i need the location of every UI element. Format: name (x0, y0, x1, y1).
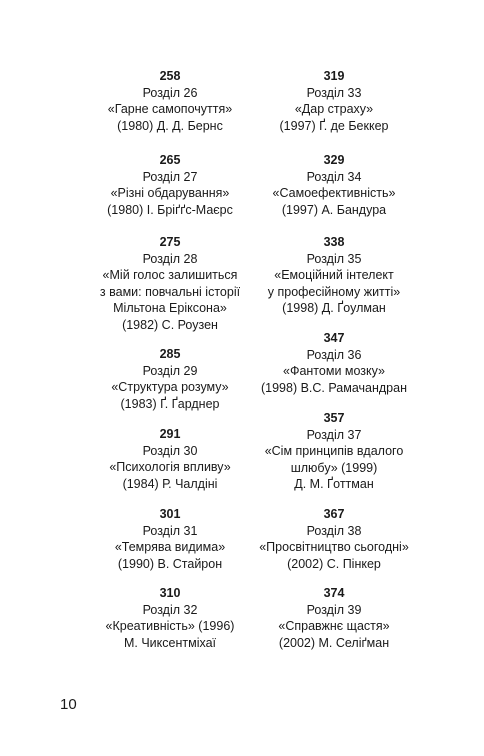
entry-chapter: Розділ 29 (142, 363, 198, 378)
entry-author: (2002) М. Селіґман (278, 635, 390, 650)
page-number: 10 (60, 696, 77, 713)
entry-page-number: 357 (323, 411, 345, 425)
entry-title: «Справжнє щастя» (278, 619, 390, 633)
entry-page-number: 310 (159, 586, 181, 600)
entry-page-number: 275 (159, 235, 181, 249)
entry-title: «Структура розуму» (111, 380, 229, 394)
entry-title: «Креативність» (1996) (105, 619, 235, 633)
entry-title: «Сім принципів вдалого (264, 444, 404, 458)
toc-entry (224, 506, 444, 572)
entry-author: (1982) С. Роузен (122, 317, 218, 332)
entry-author: (1983) Ґ. Ґарднер (120, 396, 220, 411)
entry-chapter: Розділ 27 (142, 169, 198, 184)
entry-chapter: Розділ 33 (306, 85, 362, 100)
entry-page-number: 258 (159, 69, 181, 83)
entry-title: «Емоційний інтелект (274, 268, 394, 282)
entry-author: (1998) В.С. Рамачандран (260, 380, 407, 395)
entry-title: у професійному житті» (267, 284, 401, 299)
entry-chapter: Розділ 34 (306, 169, 362, 184)
toc-entry (224, 68, 444, 134)
entry-chapter: Розділ 38 (306, 523, 362, 538)
entry-author: (1980) Д. Д. Бернс (117, 118, 223, 133)
entry-chapter: Розділ 35 (306, 251, 362, 266)
entry-title: «Фантоми мозку» (283, 364, 385, 378)
entry-title: «Дар страху» (294, 102, 374, 116)
entry-page-number: 301 (159, 507, 181, 521)
entry-title: «Психологія впливу» (109, 460, 231, 474)
entry-title: «Просвітництво сьогодні» (259, 540, 409, 554)
entry-author: (1990) В. Стайрон (117, 556, 223, 571)
toc-entry (224, 152, 444, 218)
entry-title: «Різні обдарування» (110, 186, 230, 200)
entry-chapter: Розділ 30 (142, 443, 198, 458)
toc-entry (224, 234, 444, 317)
entry-chapter: Розділ 32 (142, 602, 198, 617)
entry-chapter: Розділ 28 (142, 251, 198, 266)
entry-author: (2002) С. Пінкер (287, 556, 381, 571)
entry-page-number: 319 (323, 69, 345, 83)
entry-title: «Темрява видима» (114, 540, 226, 554)
entry-chapter: Розділ 31 (142, 523, 198, 538)
entry-author: (1984) Р. Чалдіні (122, 476, 218, 491)
toc-entry (224, 585, 444, 651)
entry-title: «Гарне самопочуття» (107, 102, 233, 116)
entry-page-number: 338 (323, 235, 345, 249)
entry-author: (1997) Ґ. де Беккер (279, 118, 389, 133)
entry-author: (1997) А. Бандура (281, 202, 387, 217)
entry-page-number: 329 (323, 153, 345, 167)
entry-author: М. Чиксентміхаї (123, 635, 217, 650)
entry-chapter: Розділ 36 (306, 347, 362, 362)
entry-title: «Мій голос залишиться (102, 268, 238, 282)
entry-page-number: 291 (159, 427, 181, 441)
entry-chapter: Розділ 37 (306, 427, 362, 442)
entry-title: шлюбу» (1999) (290, 460, 378, 475)
entry-page-number: 374 (323, 586, 345, 600)
entry-chapter: Розділ 39 (306, 602, 362, 617)
entry-title: з вами: повчальні історії (99, 284, 241, 299)
entry-author: Д. М. Ґоттман (294, 477, 374, 491)
entry-page-number: 265 (159, 153, 181, 167)
entry-page-number: 347 (323, 331, 345, 345)
toc-entry (224, 410, 444, 493)
entry-chapter: Розділ 26 (142, 85, 198, 100)
toc-entry (224, 330, 444, 396)
entry-title: «Самоефективність» (272, 186, 396, 200)
entry-author: (1980) І. Бріґґс-Маєрс (107, 202, 233, 217)
entry-title: Мільтона Еріксона» (113, 301, 227, 315)
entry-author: (1998) Д. Ґоулман (282, 301, 386, 315)
entry-page-number: 367 (323, 507, 345, 521)
entry-page-number: 285 (159, 347, 181, 361)
